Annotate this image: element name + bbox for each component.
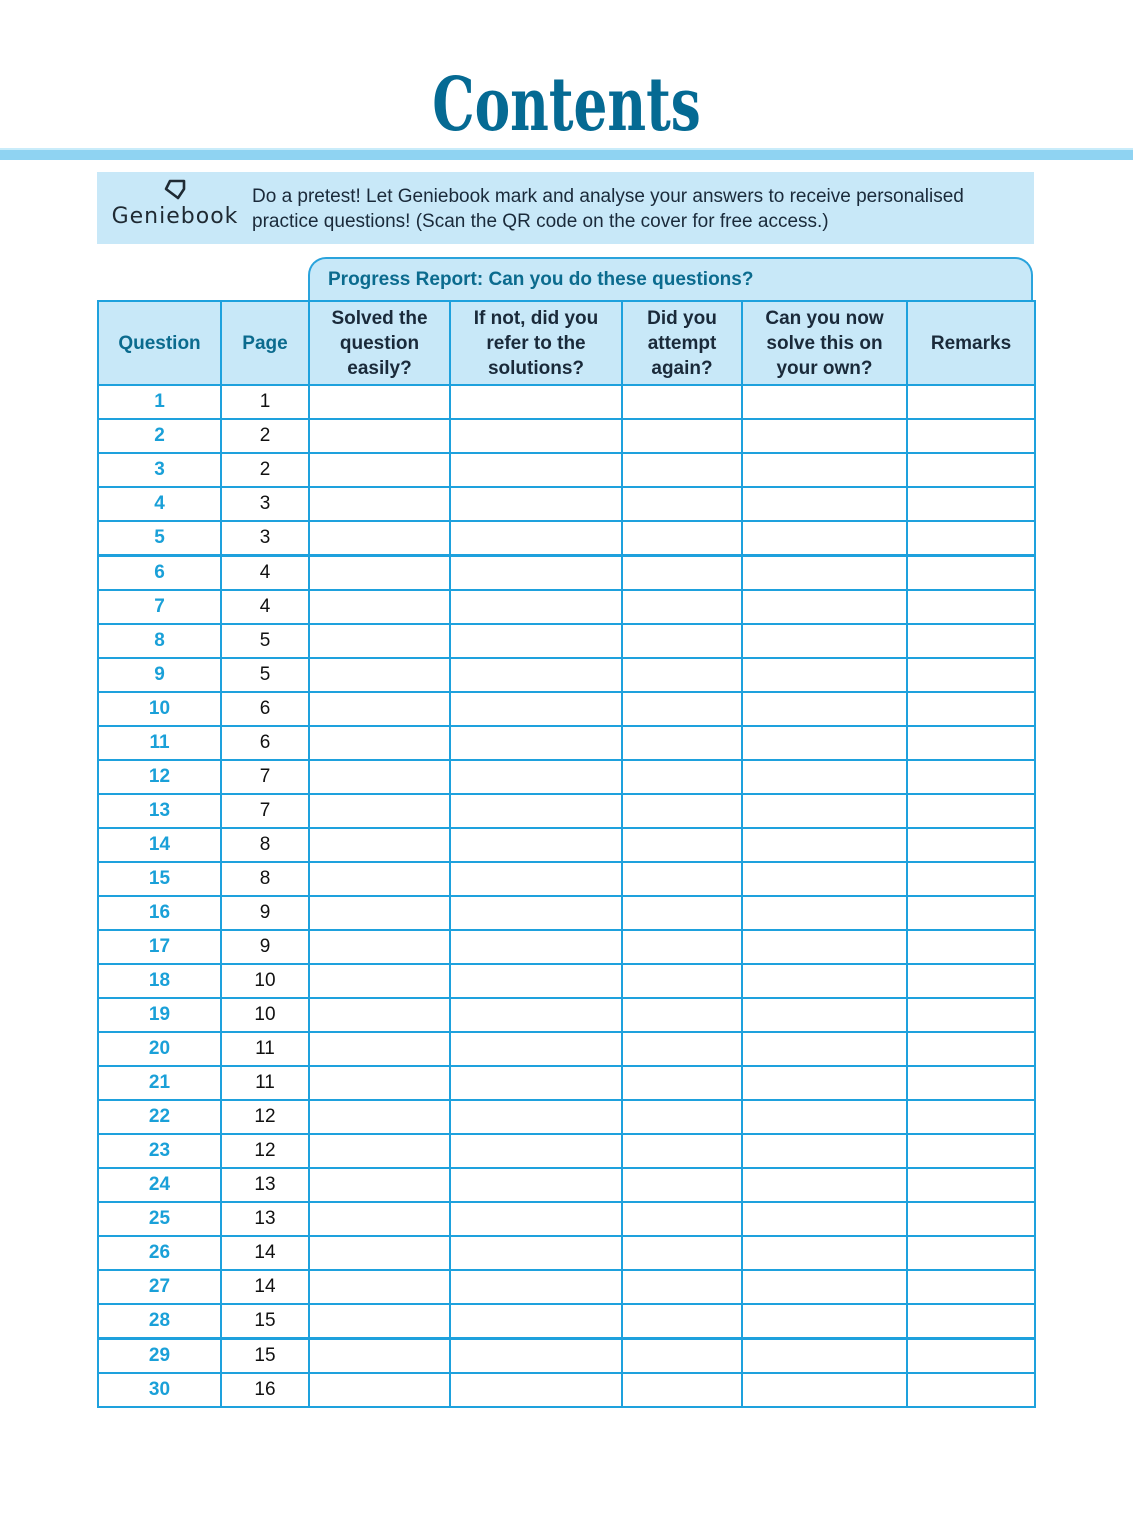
referred-cell[interactable] [450,1304,622,1339]
attempted-cell[interactable] [622,1339,742,1374]
pretest-message-line-1: Do a pretest! Let Geniebook mark and analyse your answers to receive personalised [252,186,964,207]
referred-cell[interactable] [450,828,622,862]
solved-cell[interactable] [309,658,450,692]
table-row [98,1134,1035,1168]
column-header-solved: Solved the question easily? [309,301,450,385]
question-number: 18 [98,964,221,998]
question-number: 3 [98,453,221,487]
attempted-cell[interactable] [622,1168,742,1202]
referred-cell[interactable] [450,1339,622,1374]
page-number: 6 [221,692,309,726]
remarks-cell[interactable] [907,1100,1035,1134]
attempted-cell[interactable] [622,726,742,760]
attempted-cell[interactable] [622,964,742,998]
page-number: 5 [221,624,309,658]
table-row [98,624,1035,658]
question-number: 7 [98,590,221,624]
referred-cell[interactable] [450,556,622,591]
page-title: Contents [432,62,701,148]
remarks-cell[interactable] [907,1236,1035,1270]
attempted-cell[interactable] [622,794,742,828]
referred-cell[interactable] [450,658,622,692]
remarks-cell[interactable] [907,828,1035,862]
attempted-cell[interactable] [622,692,742,726]
solve-own-cell[interactable] [742,930,907,964]
solve-own-cell[interactable] [742,794,907,828]
solved-cell[interactable] [309,964,450,998]
solved-cell[interactable] [309,726,450,760]
solve-own-cell[interactable] [742,1202,907,1236]
question-number: 12 [98,760,221,794]
attempted-cell[interactable] [622,930,742,964]
solved-cell[interactable] [309,1032,450,1066]
remarks-cell[interactable] [907,1373,1035,1407]
column-header-question: Question [98,301,221,385]
page-number: 15 [221,1339,309,1374]
remarks-cell[interactable] [907,1304,1035,1339]
question-number: 15 [98,862,221,896]
referred-cell[interactable] [450,624,622,658]
question-number: 30 [98,1373,221,1407]
table-row [98,692,1035,726]
page-number: 14 [221,1236,309,1270]
remarks-cell[interactable] [907,556,1035,591]
question-number: 23 [98,1134,221,1168]
referred-cell[interactable] [450,1134,622,1168]
remarks-cell[interactable] [907,760,1035,794]
question-number: 16 [98,896,221,930]
solved-cell[interactable] [309,419,450,453]
table-header-row [98,301,1035,385]
page-number: 13 [221,1202,309,1236]
referred-cell[interactable] [450,1373,622,1407]
attempted-cell[interactable] [622,862,742,896]
attempted-cell[interactable] [622,760,742,794]
remarks-cell[interactable] [907,658,1035,692]
table-row [98,1066,1035,1100]
solved-cell[interactable] [309,794,450,828]
referred-cell[interactable] [450,1270,622,1304]
table-row [98,1202,1035,1236]
referred-cell[interactable] [450,521,622,556]
remarks-cell[interactable] [907,862,1035,896]
solved-cell[interactable] [309,930,450,964]
referred-cell[interactable] [450,862,622,896]
page-number: 8 [221,828,309,862]
solved-cell[interactable] [309,1134,450,1168]
table-row [98,964,1035,998]
table-row [98,590,1035,624]
page-number: 11 [221,1032,309,1066]
attempted-cell[interactable] [622,487,742,521]
page-number: 4 [221,590,309,624]
table-row [98,487,1035,521]
solved-cell[interactable] [309,624,450,658]
remarks-cell[interactable] [907,692,1035,726]
pretest-message-line-2: practice questions! (Scan the QR code on the cover for free access.) [252,211,829,232]
solve-own-cell[interactable] [742,896,907,930]
question-number: 4 [98,487,221,521]
attempted-cell[interactable] [622,1304,742,1339]
question-number: 14 [98,828,221,862]
remarks-cell[interactable] [907,385,1035,419]
page-number: 2 [221,419,309,453]
column-header-solve-own: Can you now solve this on your own? [742,301,907,385]
geniebook-diamond-icon [162,178,188,202]
solved-cell[interactable] [309,1202,450,1236]
solved-cell[interactable] [309,896,450,930]
page-number: 3 [221,487,309,521]
attempted-cell[interactable] [622,556,742,591]
referred-cell[interactable] [450,1100,622,1134]
column-header-attempted: Did you attempt again? [622,301,742,385]
attempted-cell[interactable] [622,624,742,658]
solved-cell[interactable] [309,1236,450,1270]
attempted-cell[interactable] [622,453,742,487]
table-row [98,794,1035,828]
progress-report-heading [308,257,1033,300]
solved-cell[interactable] [309,453,450,487]
referred-cell[interactable] [450,998,622,1032]
solve-own-cell[interactable] [742,385,907,419]
remarks-cell[interactable] [907,453,1035,487]
remarks-cell[interactable] [907,794,1035,828]
referred-cell[interactable] [450,964,622,998]
remarks-cell[interactable] [907,1066,1035,1100]
solved-cell[interactable] [309,1168,450,1202]
solve-own-cell[interactable] [742,419,907,453]
table-row [98,862,1035,896]
table-row [98,556,1035,591]
solve-own-cell[interactable] [742,1339,907,1374]
remarks-cell[interactable] [907,1168,1035,1202]
question-number: 9 [98,658,221,692]
remarks-cell[interactable] [907,1032,1035,1066]
table-row [98,930,1035,964]
referred-cell[interactable] [450,385,622,419]
attempted-cell[interactable] [622,385,742,419]
question-number: 13 [98,794,221,828]
table-row [98,1168,1035,1202]
table-row [98,1304,1035,1339]
solved-cell[interactable] [309,1339,450,1374]
solve-own-cell[interactable] [742,1100,907,1134]
solved-cell[interactable] [309,1373,450,1407]
solve-own-cell[interactable] [742,1373,907,1407]
attempted-cell[interactable] [622,998,742,1032]
solved-cell[interactable] [309,590,450,624]
solve-own-cell[interactable] [742,1304,907,1339]
solve-own-cell[interactable] [742,692,907,726]
referred-cell[interactable] [450,896,622,930]
referred-cell[interactable] [450,590,622,624]
table-row [98,1373,1035,1407]
solved-cell[interactable] [309,1100,450,1134]
question-number: 22 [98,1100,221,1134]
remarks-cell[interactable] [907,521,1035,556]
table-row [98,1339,1035,1374]
attempted-cell[interactable] [622,419,742,453]
referred-cell[interactable] [450,692,622,726]
question-number: 1 [98,385,221,419]
referred-cell[interactable] [450,794,622,828]
solve-own-cell[interactable] [742,590,907,624]
attempted-cell[interactable] [622,1236,742,1270]
page-number: 11 [221,1066,309,1100]
page-number: 7 [221,760,309,794]
solve-own-cell[interactable] [742,624,907,658]
page-number: 9 [221,930,309,964]
page-number: 4 [221,556,309,591]
solve-own-cell[interactable] [742,1066,907,1100]
solve-own-cell[interactable] [742,1236,907,1270]
solved-cell[interactable] [309,1066,450,1100]
referred-cell[interactable] [450,1202,622,1236]
question-number: 17 [98,930,221,964]
solve-own-cell[interactable] [742,726,907,760]
solved-cell[interactable] [309,385,450,419]
referred-cell[interactable] [450,487,622,521]
attempted-cell[interactable] [622,1134,742,1168]
table-row [98,896,1035,930]
question-number: 25 [98,1202,221,1236]
question-number: 8 [98,624,221,658]
title-divider [0,148,1133,160]
question-number: 27 [98,1270,221,1304]
page-number: 16 [221,1373,309,1407]
referred-cell[interactable] [450,726,622,760]
remarks-cell[interactable] [907,1202,1035,1236]
question-number: 28 [98,1304,221,1339]
solve-own-cell[interactable] [742,862,907,896]
attempted-cell[interactable] [622,1032,742,1066]
progress-report-table [97,300,1036,1408]
attempted-cell[interactable] [622,1066,742,1100]
question-number: 21 [98,1066,221,1100]
solve-own-cell[interactable] [742,998,907,1032]
remarks-cell[interactable] [907,896,1035,930]
solved-cell[interactable] [309,760,450,794]
question-number: 29 [98,1339,221,1374]
solved-cell[interactable] [309,556,450,591]
page-number: 9 [221,896,309,930]
remarks-cell[interactable] [907,590,1035,624]
table-row [98,726,1035,760]
remarks-cell[interactable] [907,930,1035,964]
column-header-page: Page [221,301,309,385]
solve-own-cell[interactable] [742,964,907,998]
attempted-cell[interactable] [622,658,742,692]
question-number: 5 [98,521,221,556]
question-number: 26 [98,1236,221,1270]
solve-own-cell[interactable] [742,521,907,556]
table-row [98,453,1035,487]
page-number: 14 [221,1270,309,1304]
solve-own-cell[interactable] [742,1134,907,1168]
question-number: 10 [98,692,221,726]
table-row [98,1100,1035,1134]
table-body [98,385,1035,1407]
question-number: 6 [98,556,221,591]
attempted-cell[interactable] [622,1100,742,1134]
question-number: 20 [98,1032,221,1066]
page-number: 3 [221,521,309,556]
question-number: 19 [98,998,221,1032]
referred-cell[interactable] [450,1066,622,1100]
solve-own-cell[interactable] [742,1270,907,1304]
solved-cell[interactable] [309,692,450,726]
referred-cell[interactable] [450,453,622,487]
referred-cell[interactable] [450,1236,622,1270]
question-number: 2 [98,419,221,453]
geniebook-banner [97,172,1034,244]
attempted-cell[interactable] [622,1202,742,1236]
referred-cell[interactable] [450,419,622,453]
attempted-cell[interactable] [622,590,742,624]
table-row [98,521,1035,556]
page-number: 12 [221,1100,309,1134]
remarks-cell[interactable] [907,1270,1035,1304]
page-number: 1 [221,385,309,419]
referred-cell[interactable] [450,930,622,964]
remarks-cell[interactable] [907,1134,1035,1168]
solve-own-cell[interactable] [742,487,907,521]
remarks-cell[interactable] [907,624,1035,658]
table-row [98,1236,1035,1270]
referred-cell[interactable] [450,760,622,794]
attempted-cell[interactable] [622,1270,742,1304]
geniebook-logo [105,178,245,229]
page-number: 5 [221,658,309,692]
solved-cell[interactable] [309,487,450,521]
solved-cell[interactable] [309,828,450,862]
solved-cell[interactable] [309,1304,450,1339]
attempted-cell[interactable] [622,521,742,556]
table-row [98,385,1035,419]
question-number: 24 [98,1168,221,1202]
solved-cell[interactable] [309,521,450,556]
column-header-referred: If not, did you refer to the solutions? [450,301,622,385]
solve-own-cell[interactable] [742,453,907,487]
table-row [98,998,1035,1032]
solve-own-cell[interactable] [742,556,907,591]
page-number: 2 [221,453,309,487]
remarks-cell[interactable] [907,1339,1035,1374]
table-row [98,1270,1035,1304]
attempted-cell[interactable] [622,1373,742,1407]
page-number: 15 [221,1304,309,1339]
attempted-cell[interactable] [622,896,742,930]
table-row [98,658,1035,692]
page-number: 8 [221,862,309,896]
remarks-cell[interactable] [907,419,1035,453]
referred-cell[interactable] [450,1032,622,1066]
solved-cell[interactable] [309,1270,450,1304]
progress-report-title: Progress Report: Can you do these questions? [328,269,754,290]
remarks-cell[interactable] [907,487,1035,521]
page-number: 10 [221,998,309,1032]
solved-cell[interactable] [309,862,450,896]
table-row [98,828,1035,862]
page-number: 13 [221,1168,309,1202]
solve-own-cell[interactable] [742,1168,907,1202]
page-number: 6 [221,726,309,760]
question-number: 11 [98,726,221,760]
solve-own-cell[interactable] [742,828,907,862]
attempted-cell[interactable] [622,828,742,862]
referred-cell[interactable] [450,1168,622,1202]
column-header-remarks: Remarks [907,301,1035,385]
geniebook-logo-text: Geniebook [111,204,239,229]
table-row [98,1032,1035,1066]
solve-own-cell[interactable] [742,658,907,692]
table-row [98,760,1035,794]
solve-own-cell[interactable] [742,760,907,794]
page-number: 12 [221,1134,309,1168]
remarks-cell[interactable] [907,964,1035,998]
table-row [98,419,1035,453]
solved-cell[interactable] [309,998,450,1032]
remarks-cell[interactable] [907,726,1035,760]
page-number: 10 [221,964,309,998]
remarks-cell[interactable] [907,998,1035,1032]
page-number: 7 [221,794,309,828]
solve-own-cell[interactable] [742,1032,907,1066]
pretest-message [252,184,1032,234]
